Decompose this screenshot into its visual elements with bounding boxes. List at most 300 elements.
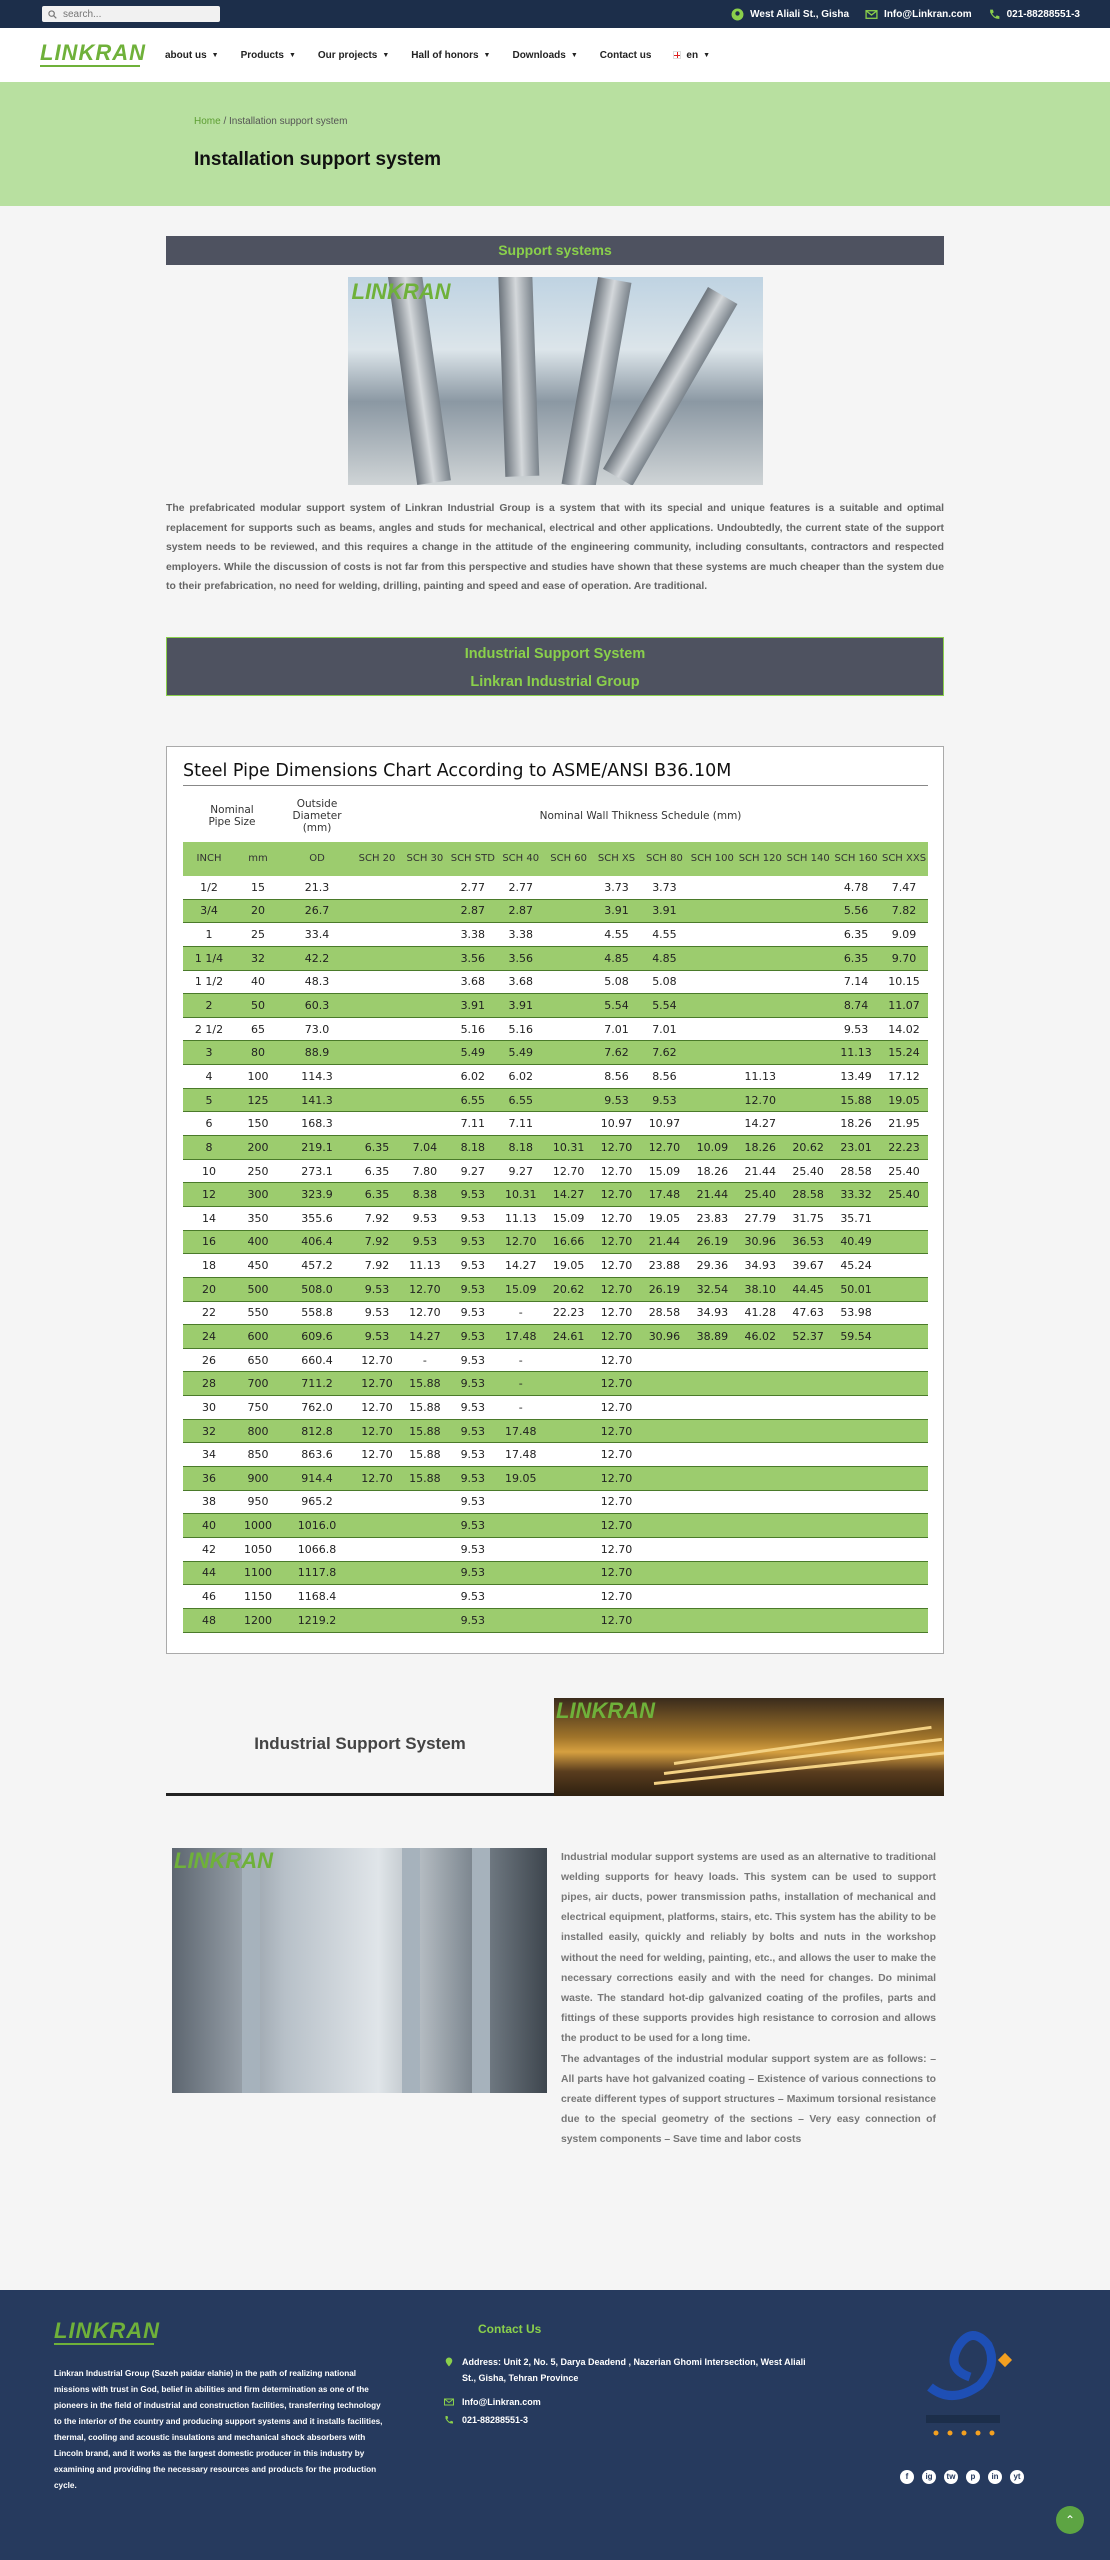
table-cell: 26.19	[640, 1277, 688, 1301]
table-cell: 10.09	[688, 1136, 736, 1160]
table-cell: 5.54	[640, 994, 688, 1018]
nav-item-products[interactable]: Products ▼	[240, 49, 296, 61]
table-cell: 600	[235, 1325, 281, 1349]
table-cell	[736, 899, 784, 923]
intro-paragraph: The prefabricated modular support system of Linkran Industrial Group is a system that with its special and unique features is a suitable and optimal replacement for supports such as beams, angles and studs for mechanical, electrical and other applications. Undoubtedly, the current state of the support system needs to be reviewed, and this requires a change in the attitude of the engineering community, including consultants, contractors and respected employers. While the discussion of costs is not far from this perspective and studies have shown that these systems are much cheaper than the system due to their prefabrication, no need for welding, drilling, painting and speed and ease of operation. Are traditional.	[166, 503, 944, 592]
footer-phone[interactable]: 021-88288551-3	[444, 2412, 814, 2428]
table-cell	[736, 1490, 784, 1514]
nav-item-about[interactable]: about us ▼	[165, 49, 219, 61]
table-cell	[880, 1348, 928, 1372]
table-cell: 9.53	[460, 1542, 486, 1556]
footer-logo[interactable]	[54, 2318, 160, 2346]
table-row	[183, 1348, 928, 1372]
social-links	[900, 2470, 1024, 2484]
table-cell	[784, 923, 832, 947]
table-cell	[880, 1561, 928, 1585]
table-cell: 15.88	[401, 1372, 449, 1396]
caret-down-icon: ▼	[382, 51, 390, 59]
table-cell	[736, 1041, 784, 1065]
topbar-email-text: Info@Linkran.com	[884, 8, 972, 20]
table-cell	[401, 1112, 449, 1136]
table-cell: 15	[251, 880, 266, 894]
table-row	[183, 1041, 928, 1065]
table-cell	[545, 1041, 593, 1065]
table-cell: 15.88	[401, 1419, 449, 1443]
table-cell: 9.09	[891, 928, 917, 942]
table-cell: 46.02	[736, 1325, 784, 1349]
table-cell: 20.62	[784, 1136, 832, 1160]
column-header: OD	[281, 842, 353, 876]
nav-item-contact[interactable]: Contact us	[599, 49, 652, 61]
table-cell: 10.97	[600, 1117, 633, 1131]
table-cell: 12.70	[600, 1495, 633, 1509]
table-cell: 863.6	[301, 1448, 333, 1462]
table-cell: 18.26	[840, 1117, 872, 1131]
table-cell: 762.0	[301, 1400, 333, 1414]
column-header: INCH	[183, 842, 235, 876]
linkedin-icon[interactable]: in	[988, 2470, 1002, 2484]
breadcrumb-current: Installation support system	[229, 116, 348, 127]
table-cell	[545, 899, 593, 923]
table-cell: 30	[202, 1400, 216, 1414]
column-header: SCH 120	[736, 842, 784, 876]
table-cell: 457.2	[301, 1259, 333, 1273]
table-row	[183, 1254, 928, 1278]
topbar-email[interactable]	[865, 8, 972, 21]
table-cell: 5.08	[604, 975, 629, 989]
instagram-icon[interactable]: ig	[922, 2470, 936, 2484]
table-cell	[401, 1088, 449, 1112]
table-cell: 28.58	[648, 1306, 681, 1320]
table-row	[183, 899, 928, 923]
table-cell: 23.01	[832, 1136, 880, 1160]
table-cell	[688, 946, 736, 970]
table-cell	[688, 1372, 736, 1396]
table-cell: 38	[202, 1495, 216, 1509]
table-cell: 26.19	[688, 1230, 736, 1254]
table-cell	[353, 1608, 401, 1632]
table-cell: 6.35	[364, 1164, 390, 1178]
table-cell	[401, 1608, 449, 1632]
table-cell: 8.18	[497, 1136, 545, 1160]
table-cell	[880, 1230, 928, 1254]
table-cell: 219.1	[281, 1136, 353, 1160]
table-cell: 450	[247, 1259, 269, 1273]
column-header-row	[183, 842, 928, 876]
table-cell	[784, 1017, 832, 1041]
nav-item-downloads[interactable]: Downloads ▼	[512, 49, 578, 61]
pinterest-icon[interactable]: p	[966, 2470, 980, 2484]
table-row	[183, 1112, 928, 1136]
table-cell: 900	[235, 1467, 281, 1491]
table-cell	[545, 1112, 593, 1136]
table-row	[183, 1585, 928, 1609]
table-cell: 33.4	[304, 928, 330, 942]
table-cell	[497, 1537, 545, 1561]
table-cell: 47.63	[792, 1306, 824, 1320]
table-cell	[401, 970, 449, 994]
header-wall-thickness: Nominal Wall Thikness Schedule (mm)	[539, 809, 742, 822]
table-cell	[401, 876, 449, 900]
table-cell	[880, 1254, 928, 1278]
table-cell: 15.88	[409, 1400, 441, 1414]
table-cell: 9.53	[449, 1467, 497, 1491]
table-cell: 10.31	[545, 1136, 593, 1160]
breadcrumb-home[interactable]: Home	[194, 116, 221, 127]
table-cell	[640, 1419, 688, 1443]
table-cell	[353, 1088, 401, 1112]
table-cell	[832, 1490, 880, 1514]
table-cell: 18	[202, 1259, 216, 1273]
table-cell: 53.98	[840, 1306, 872, 1320]
table-cell: 3/4	[183, 899, 235, 923]
enamad-emblem-icon[interactable]	[910, 2325, 1020, 2445]
table-cell: 8.56	[652, 1069, 677, 1083]
page-hero	[0, 82, 1110, 206]
table-cell	[353, 1017, 401, 1041]
table-cell	[880, 1537, 928, 1561]
table-cell: 750	[247, 1400, 269, 1414]
table-cell: 2	[183, 994, 235, 1018]
table-cell	[545, 1396, 593, 1420]
table-cell: 3.73	[604, 880, 629, 894]
banner-line-2: Linkran Industrial Group	[470, 673, 640, 690]
table-cell: 12.70	[593, 1514, 641, 1538]
table-cell	[545, 1065, 593, 1089]
table-cell	[688, 1490, 736, 1514]
table-cell	[497, 1490, 545, 1514]
table-cell	[832, 1396, 880, 1420]
table-cell	[688, 1017, 736, 1041]
table-cell: 5.08	[652, 975, 677, 989]
table-cell: 7.62	[593, 1041, 641, 1065]
pipe-table	[183, 790, 928, 1633]
table-cell	[353, 970, 401, 994]
table-cell: 30.96	[640, 1325, 688, 1349]
scroll-to-top-button[interactable]	[1056, 2506, 1084, 2534]
column-header: SCH 40	[497, 842, 545, 876]
table-cell: 6.02	[508, 1069, 533, 1083]
table-cell	[401, 899, 449, 923]
search-input[interactable]	[63, 9, 203, 20]
table-cell	[736, 1537, 784, 1561]
table-cell: 15.88	[401, 1467, 449, 1491]
table-cell	[736, 1443, 784, 1467]
search-box[interactable]	[42, 6, 220, 22]
table-cell	[832, 1514, 880, 1538]
table-cell: 7.47	[891, 880, 917, 894]
table-cell: 25.40	[880, 1183, 928, 1207]
column-header: SCH XS	[593, 842, 641, 876]
table-cell: 2 1/2	[194, 1022, 224, 1036]
table-cell: 125	[235, 1088, 281, 1112]
table-cell	[880, 1206, 928, 1230]
table-cell: 50	[235, 994, 281, 1018]
table-cell: 7.82	[880, 899, 928, 923]
table-cell: 11.07	[880, 994, 928, 1018]
table-cell	[736, 1585, 784, 1609]
table-cell: 9.53	[449, 1325, 497, 1349]
table-cell	[688, 1088, 736, 1112]
column-header: SCH 160	[832, 842, 880, 876]
table-cell	[688, 923, 736, 947]
table-cell: 25.40	[888, 1164, 920, 1178]
table-cell: 22.23	[880, 1136, 928, 1160]
table-cell: 21.44	[744, 1164, 776, 1178]
youtube-icon[interactable]: yt	[1010, 2470, 1024, 2484]
table-cell: 850	[247, 1448, 269, 1462]
table-cell	[545, 1561, 593, 1585]
table-cell	[401, 1490, 449, 1514]
table-cell: 250	[247, 1164, 269, 1178]
details-text	[561, 1848, 936, 2151]
table-cell: 8.38	[401, 1183, 449, 1207]
table-cell: 15.09	[552, 1211, 585, 1225]
table-row	[183, 946, 928, 970]
table-cell	[545, 1537, 593, 1561]
table-cell	[832, 1585, 880, 1609]
table-cell: 12.70	[353, 1419, 401, 1443]
table-cell	[736, 1514, 784, 1538]
table-cell	[880, 1490, 928, 1514]
table-cell: 4	[205, 1069, 213, 1083]
table-cell	[736, 1561, 784, 1585]
table-row	[183, 1372, 928, 1396]
table-cell	[545, 1514, 593, 1538]
facebook-icon[interactable]: f	[900, 2470, 914, 2484]
table-cell	[736, 1372, 784, 1396]
table-cell: 700	[235, 1372, 281, 1396]
topbar-address[interactable]	[731, 8, 849, 21]
table-cell	[736, 1608, 784, 1632]
table-cell: 9.53	[353, 1277, 401, 1301]
table-row	[183, 1325, 928, 1349]
table-cell: 26.7	[281, 899, 353, 923]
table-cell: 12.70	[497, 1230, 545, 1254]
table-cell: 9.27	[460, 1164, 486, 1178]
table-cell: 18.26	[736, 1136, 784, 1160]
table-cell: 12.70	[600, 1164, 633, 1178]
table-cell: 52.37	[784, 1325, 832, 1349]
table-cell: 12.70	[361, 1448, 393, 1462]
table-cell: 150	[247, 1117, 269, 1131]
table-cell: 11.13	[744, 1069, 776, 1083]
column-header: SCH STD	[449, 842, 497, 876]
table-cell: 60.3	[281, 994, 353, 1018]
table-cell: 12.70	[593, 1467, 641, 1491]
support-system-photo	[348, 277, 763, 485]
table-cell: 46	[202, 1590, 216, 1604]
table-cell: 17.48	[497, 1325, 545, 1349]
table-cell: 6.02	[460, 1069, 486, 1083]
table-cell	[545, 923, 593, 947]
table-cell: 73.0	[304, 1022, 330, 1036]
footer-logo-text: LINKRAN	[54, 2318, 160, 2343]
table-cell	[353, 1490, 401, 1514]
table-cell: 21.44	[688, 1183, 736, 1207]
table-cell: 7.92	[353, 1230, 401, 1254]
table-cell: 22	[202, 1306, 216, 1320]
table-cell	[688, 994, 736, 1018]
table-cell: 9.53	[412, 1211, 438, 1225]
table-cell	[353, 1537, 401, 1561]
table-cell: 14.27	[545, 1183, 593, 1207]
table-cell: 7.14	[843, 975, 869, 989]
table-cell	[784, 1585, 832, 1609]
table-cell	[784, 876, 832, 900]
language-selector[interactable]: en ▼	[673, 50, 710, 61]
table-cell: 12.70	[401, 1277, 449, 1301]
table-cell: 32	[235, 946, 281, 970]
table-cell: 5.56	[832, 899, 880, 923]
table-row	[183, 1608, 928, 1632]
section-heading: Support systems	[166, 236, 944, 265]
table-cell	[353, 994, 401, 1018]
table-cell	[545, 970, 593, 994]
table-cell	[497, 1608, 545, 1632]
table-row	[183, 994, 928, 1018]
table-cell: 323.9	[281, 1183, 353, 1207]
table-cell	[688, 876, 736, 900]
table-cell: 9.53	[460, 1400, 486, 1414]
logo[interactable]	[40, 40, 146, 68]
table-cell: 914.4	[281, 1467, 353, 1491]
table-cell	[832, 1608, 880, 1632]
table-cell	[736, 994, 784, 1018]
table-cell: 3.91	[593, 899, 641, 923]
details-section	[166, 1848, 944, 2151]
table-cell: 9.53	[449, 1419, 497, 1443]
table-cell: 6.35	[353, 1136, 401, 1160]
twitter-icon[interactable]: tw	[944, 2470, 958, 2484]
table-row	[183, 1136, 928, 1160]
table-cell: 16.66	[545, 1230, 593, 1254]
table-cell: 3.91	[449, 994, 497, 1018]
table-cell: 609.6	[281, 1325, 353, 1349]
table-cell: 812.8	[281, 1419, 353, 1443]
table-cell: 12.70	[600, 1211, 633, 1225]
table-cell: -	[518, 1400, 523, 1414]
table-cell: 10.15	[888, 975, 920, 989]
table-cell: 20	[183, 1277, 235, 1301]
table-cell: 12.70	[600, 1259, 633, 1273]
caret-down-icon: ▼	[570, 51, 578, 59]
table-cell	[784, 1467, 832, 1491]
table-cell	[688, 1112, 736, 1136]
table-cell: 9.70	[880, 946, 928, 970]
table-cell: 3.38	[460, 928, 486, 942]
table-cell: 38.89	[688, 1325, 736, 1349]
footer-email[interactable]: Info@Linkran.com	[444, 2394, 814, 2410]
table-cell: 28.58	[784, 1183, 832, 1207]
table-cell	[545, 876, 593, 900]
table-cell	[640, 1514, 688, 1538]
mail-icon	[865, 8, 878, 21]
caret-down-icon: ▼	[211, 51, 219, 59]
table-cell: 9.53	[449, 1608, 497, 1632]
table-cell: 12.70	[593, 1372, 641, 1396]
table-cell	[545, 1088, 593, 1112]
table-cell: 14	[202, 1211, 216, 1225]
table-cell	[688, 1348, 736, 1372]
table-cell: 17.48	[640, 1183, 688, 1207]
table-cell	[784, 1372, 832, 1396]
table-cell: 9.53	[449, 1230, 497, 1254]
table-cell	[353, 1112, 401, 1136]
table-cell	[640, 1372, 688, 1396]
location-icon	[731, 8, 744, 21]
table-cell: 34.93	[696, 1306, 729, 1320]
table-cell: 10.31	[497, 1183, 545, 1207]
table-cell: 12.70	[600, 1306, 633, 1320]
table-cell: 1100	[235, 1561, 281, 1585]
table-cell: 7.04	[401, 1136, 449, 1160]
table-cell: 11.13	[504, 1211, 537, 1225]
table-cell: 9.53	[449, 1514, 497, 1538]
table-cell: 100	[247, 1069, 269, 1083]
column-header: SCH 100	[688, 842, 736, 876]
table-cell: 114.3	[301, 1069, 333, 1083]
photo-logo: LINKRAN	[174, 1847, 273, 1873]
nav-item-projects[interactable]: Our projects ▼	[317, 49, 390, 61]
table-cell	[545, 1467, 593, 1491]
nav-item-honors[interactable]: Hall of honors ▼	[411, 49, 491, 61]
table-cell	[736, 876, 784, 900]
table-cell: 9.27	[508, 1164, 533, 1178]
table-row	[183, 1183, 928, 1207]
table-cell: 1050	[244, 1542, 273, 1556]
table-cell: 15.24	[880, 1041, 928, 1065]
table-cell: 26	[202, 1353, 216, 1367]
industrial-support-title: Industrial Support System	[254, 1733, 466, 1753]
table-cell: 6.35	[843, 928, 869, 942]
table-cell: 9.53	[843, 1022, 869, 1036]
table-cell: 12.70	[361, 1353, 393, 1367]
table-cell: 200	[235, 1136, 281, 1160]
table-cell	[784, 1088, 832, 1112]
table-row	[183, 1301, 928, 1325]
caret-down-icon: ▼	[703, 51, 711, 59]
details-paragraph-1: Industrial modular support systems are used as an alternative to traditional welding supports for heavy loads. This system can be used to support pipes, air ducts, power transmission paths, installation of mechanical and electrical equipment, platforms, stairs, etc. This system has the ability to be installed easily, quickly and reliably by bolts and nuts in the workshop without the need for welding, painting, etc., and allows the user to make the necessary corrections easily and with the need for changes. Do minimal waste. The standard hot-dip galvanized coating of the profiles, parts and fittings of these supports provides high resistance to corrosion and allows the product to be used for a long time.	[561, 1851, 936, 2045]
table-cell: 25	[251, 928, 266, 942]
table-cell: 9.53	[640, 1088, 688, 1112]
topbar-phone[interactable]	[988, 8, 1080, 21]
table-cell: 12.70	[353, 1467, 401, 1491]
table-cell: 9.53	[460, 1495, 486, 1509]
table-cell: 12.70	[600, 1353, 633, 1367]
footer-contact-title: Contact Us	[478, 2322, 542, 2336]
table-cell	[784, 1537, 832, 1561]
table-cell	[736, 970, 784, 994]
table-cell	[688, 1585, 736, 1609]
table-cell: 8.56	[604, 1069, 629, 1083]
table-cell: 24.61	[545, 1325, 593, 1349]
table-cell: 9.53	[449, 1183, 497, 1207]
table-cell: 42.2	[281, 946, 353, 970]
column-header: SCH 30	[401, 842, 449, 876]
column-header: SCH 60	[545, 842, 593, 876]
table-cell	[688, 1514, 736, 1538]
table-cell: 1117.8	[281, 1561, 353, 1585]
pipeline-sunset-photo	[554, 1698, 944, 1796]
table-cell: 12.70	[361, 1400, 393, 1414]
table-cell	[353, 1065, 401, 1089]
table-cell: 48.3	[304, 975, 330, 989]
table-cell: 4.85	[640, 946, 688, 970]
table-cell: 4.85	[593, 946, 641, 970]
footer-contact	[444, 2322, 814, 2428]
table-cell: -	[518, 1306, 523, 1320]
